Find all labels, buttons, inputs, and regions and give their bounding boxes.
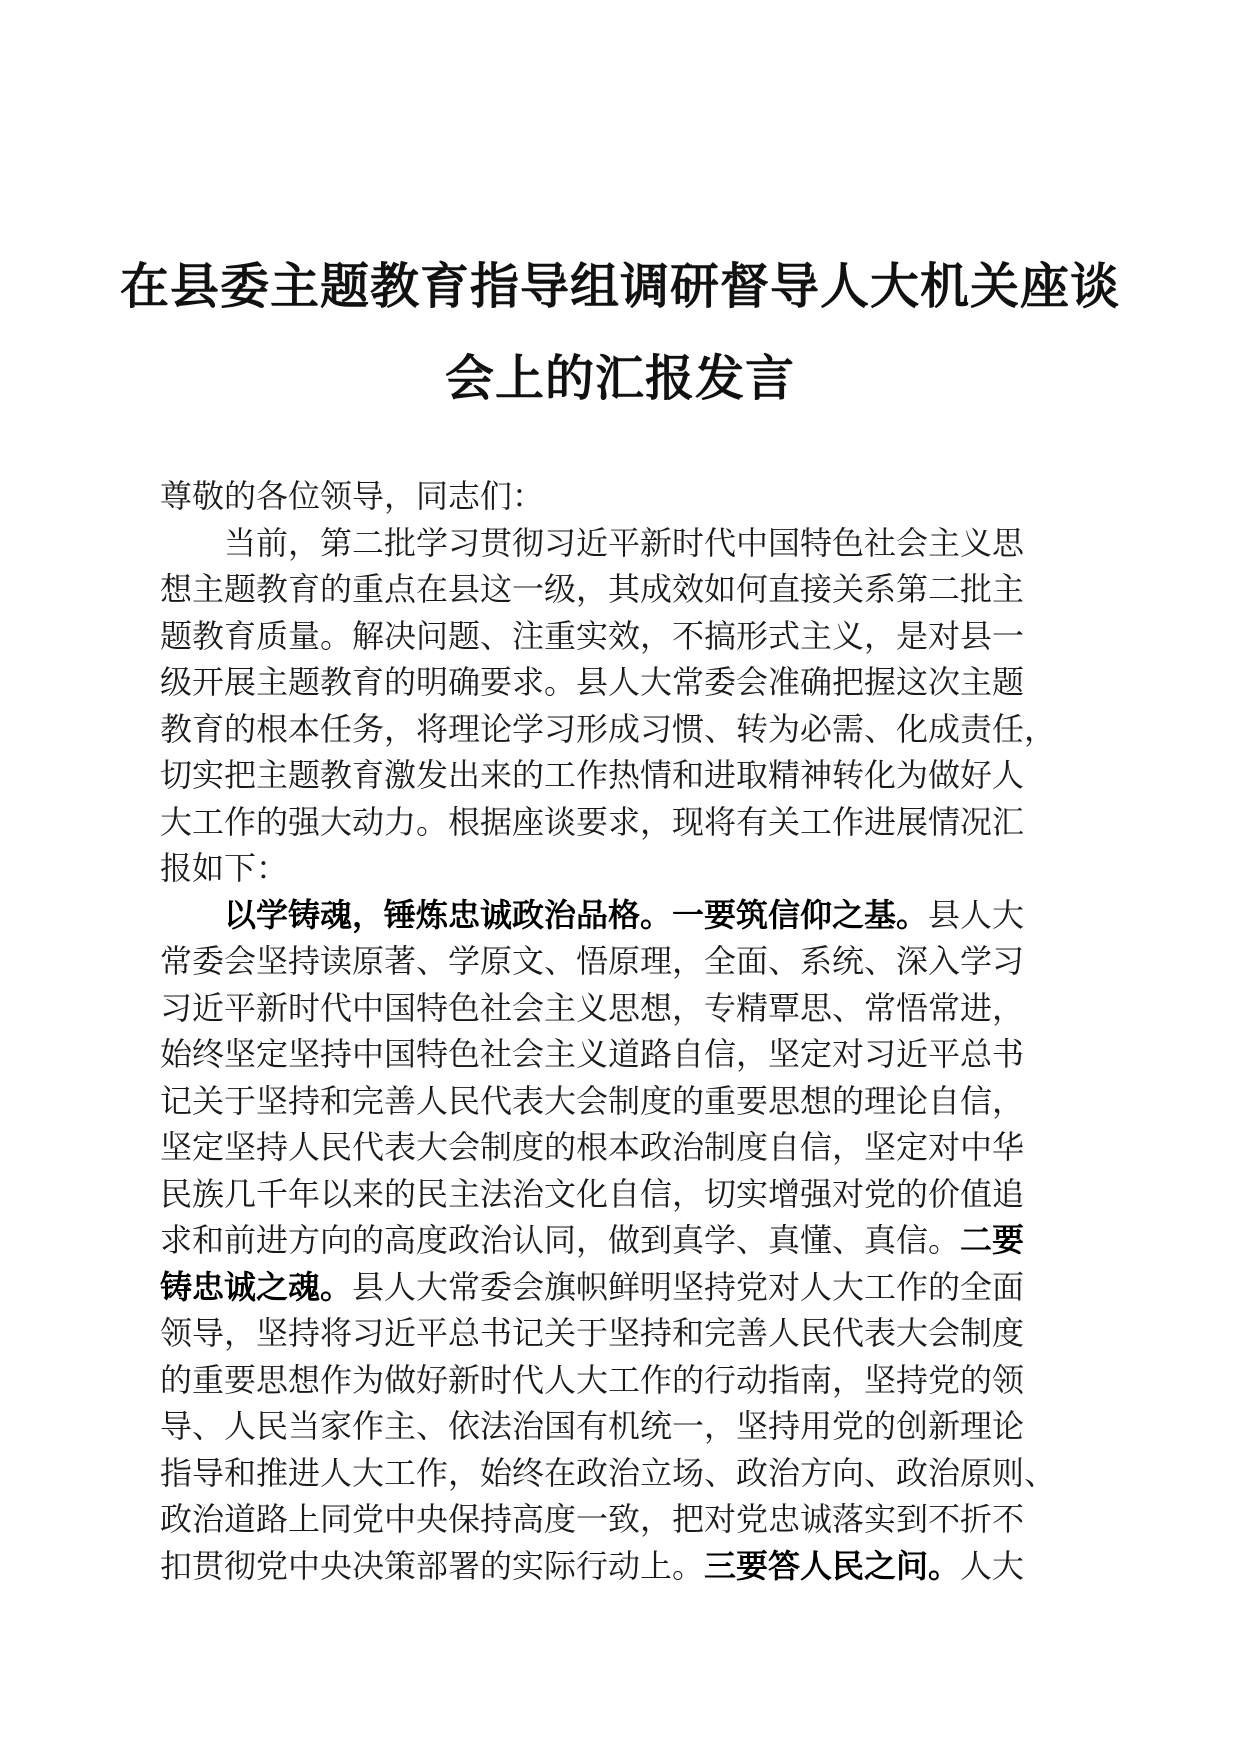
document-title [120,240,1120,424]
text-line: 大工作的强大动力。根据座谈要求，现将有关工作进展情况汇 [160,802,1025,841]
text-line: 题教育质量。解决问题、注重实效，不搞形式主义，是对县一 [160,616,1025,655]
text-line: 导、人民当家作主、依法治国有机统一，坚持用党的创新理论 [160,1407,1025,1445]
text-line: 常委会坚持读原著、学原文、悟原理，全面、系统、深入学习 [160,942,1025,980]
point-heading: 三要答人民之问。 [704,1546,961,1585]
text-line: 指导和推进人大工作，始终在政治立场、政治方向、政治原则、 [160,1453,1057,1492]
text-run: 人大 [960,1546,1025,1585]
text-line: 政治道路上同党中央保持高度一致，把对党忠诚落实到不折不 [160,1500,1025,1538]
text-line: 切实把主题教育激发出来的工作热情和进取精神转化为做好人 [160,756,1025,794]
text-line [160,892,1085,939]
text-line [160,1543,1085,1590]
text-run: 县人大 [928,895,1025,934]
greeting: 尊敬的各位领导，同志们： [160,477,545,515]
text-line: 教育的根本任务，将理论学习形成习惯、转为必需、化成责任， [160,709,1057,748]
title-line-1: 在县委主题教育指导组调研督导人大机关座谈 [120,257,1121,315]
text-line [160,1264,1085,1311]
text-line: 级开展主题教育的明确要求。县人大常委会准确把握这次主题 [160,663,1025,701]
text-line: 始终坚定坚持中国特色社会主义道路自信，坚定对习近平总书 [160,1035,1025,1073]
text-run: 求和前进方向的高度政治认同，做到真学、真懂、真信。 [160,1221,961,1259]
paragraph-intro [160,520,1085,892]
title-line-2: 会上的汇报发言 [444,349,795,407]
section-heading: 以学铸魂，锤炼忠诚政治品格。一要筑信仰之基。 [224,895,929,934]
text-line: 的重要思想作为做好新时代人大工作的行动指南，坚持党的领 [160,1360,1025,1399]
text-line: 坚定坚持人民代表大会制度的根本政治制度自信，坚定对中华 [160,1128,1025,1166]
point-heading: 二要 [960,1221,1025,1259]
text-line: 当前，第二批学习贯彻习近平新时代中国特色社会主义思 [224,523,1025,562]
text-line: 报如下： [160,849,289,887]
point-heading: 铸忠诚之魂。 [160,1267,353,1306]
document-body [160,473,1085,1589]
text-run: 县人大常委会旗帜鲜明坚持党对人大工作的全面 [352,1267,1025,1306]
text-line: 记关于坚持和完善人民代表大会制度的重要思想的理论自信， [160,1081,1025,1120]
text-line: 领导，坚持将习近平总书记关于坚持和完善人民代表大会制度 [160,1314,1025,1352]
text-line: 想主题教育的重点在县这一级，其成效如何直接关系第二批主 [160,570,1025,608]
text-line: 民族几千年以来的民主法治文化自信，切实增强对党的价值追 [160,1174,1025,1213]
paragraph-section-1 [160,892,1085,1590]
text-line: 习近平新时代中国特色社会主义思想，专精覃思、常悟常进， [160,988,1025,1027]
text-line [160,1217,1085,1264]
text-run: 扣贯彻党中央决策部署的实际行动上。 [160,1546,705,1585]
